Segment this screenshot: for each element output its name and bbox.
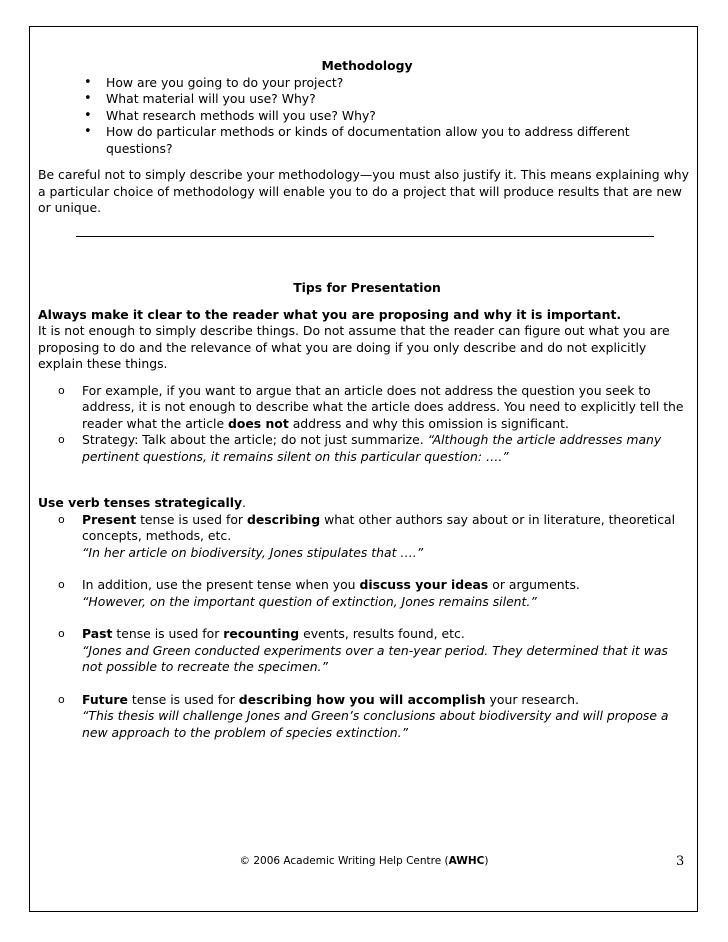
list-item: o Past tense is used for recounting events, results found, etc. “Jones and Green conducted experiments over a ten-year period. They determined that it was not possible to recreate the specimen.”	[38, 626, 692, 676]
methodology-title: Methodology	[321, 58, 413, 73]
tips-list	[38, 383, 692, 466]
methodology-bullets	[42, 75, 692, 158]
example-quote: “This thesis will challenge Jones and Green’s conclusions about biodiversity and will propose a new approach to the problem of species extinction.”	[82, 708, 669, 740]
list-marker: o	[58, 627, 65, 640]
example-quote: “However, on the important question of extinction, Jones remains silent.”	[82, 593, 537, 609]
section-divider	[76, 236, 654, 237]
tips-paragraph: It is not enough to simply describe things. Do not assume that the reader can figure out what you are proposing to do and the relevance of what you are doing if you only describe and do not explicitly explain these things.	[38, 323, 670, 371]
list-item: o For example, if you want to argue that an article does not address the question you seek to address, it is not enough to describe what the article does address. You need to explicitly tell the reader what the article does not address and why this omission is significant.	[58, 382, 684, 431]
tips-heading: Always make it clear to the reader what you are proposing and why it is important.	[38, 306, 622, 322]
tenses-heading: Use verb tenses strategically.	[38, 495, 246, 510]
list-marker: o	[58, 692, 65, 706]
example-quote: “Jones and Green conducted experiments over a ten-year period. They determined that it was not possible to recreate the specimen.”	[82, 642, 668, 674]
list-marker: o	[58, 578, 65, 591]
list-marker: o	[58, 383, 65, 397]
methodology-paragraph: Be careful not to simply describe your methodology—you must also justify it. This means explaining why a particular choice of methodology will enable you to do a project that will produce results that are new or unique.	[38, 167, 689, 215]
list-item: o Future tense is used for describing how you will accomplish your research. “This thesis will challenge Jones and Green’s conclusions about biodiversity and will propose a new approach to the problem of species extinction.”	[38, 692, 692, 742]
list-item: • How are you going to do your project?	[42, 75, 692, 92]
list-item: • What research methods will you use? Why?	[42, 108, 692, 125]
footer-copyright: © 2006 Academic Writing Help Centre (AWHC)	[239, 855, 489, 867]
list-item: • How do particular methods or kinds of documentation allow you to address different questions?	[42, 124, 692, 157]
page-content	[38, 58, 692, 217]
list-item: o In addition, use the present tense when you discuss your ideas or arguments. “However, on the important question of extinction, Jones remains silent.”	[38, 577, 692, 610]
list-item: o Present tense is used for describing what other authors say about or in literature, theoretical concepts, methods, etc. “In her article on biodiversity, Jones stipulates that ….”	[38, 512, 692, 562]
page-number: 3	[676, 854, 685, 869]
list-marker: o	[58, 512, 65, 526]
tips-section	[38, 280, 692, 741]
tenses-list	[38, 512, 692, 742]
list-item: • What material will you use? Why?	[42, 91, 692, 108]
example-quote: “In her article on biodiversity, Jones stipulates that ….”	[82, 544, 424, 560]
tips-title: Tips for Presentation	[293, 280, 441, 295]
list-item: o Strategy: Talk about the article; do not just summarize. “Although the article addresses many pertinent questions, it remains silent on this particular question: ….”	[58, 432, 662, 464]
list-marker: o	[58, 433, 65, 446]
